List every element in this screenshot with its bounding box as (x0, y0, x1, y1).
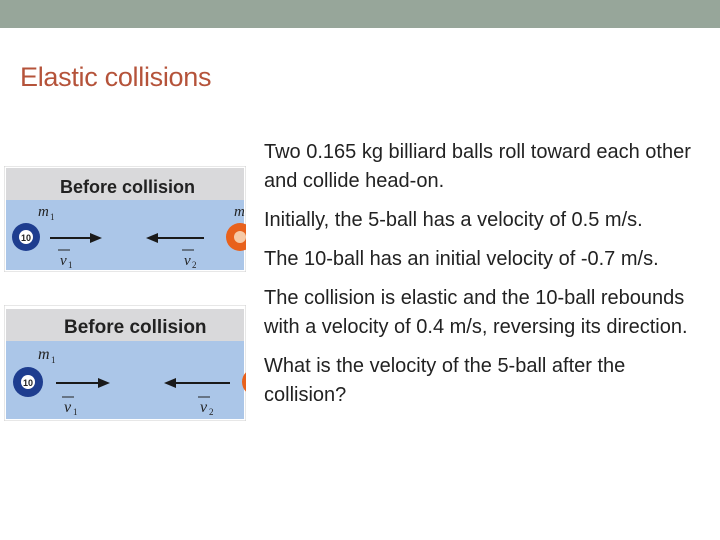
ball-10-icon (12, 223, 40, 251)
ball-1-number: 10 (20, 233, 32, 243)
slide-title: Elastic collisions (20, 62, 212, 92)
velocity-1-sub: 1 (68, 260, 73, 270)
velocity-1-sub: 1 (73, 407, 78, 417)
figure-header: Before collision (64, 317, 207, 338)
bullet-item: Two 0.165 kg billiard balls roll toward each other and collide head-on. (264, 141, 691, 192)
velocity-2-sub: 2 (209, 407, 214, 417)
velocity-1-label: v (64, 399, 72, 416)
bullet-item: The collision is elastic and the 10-ball rebounds with a velocity of 0.4 m/s, reversing its direction. (264, 287, 688, 338)
bullet-list (264, 138, 704, 420)
bullet-item: The 10-ball has an initial velocity of -0.7 m/s. (264, 248, 659, 270)
ball-10-icon (13, 367, 43, 397)
figure-before-collision-2 (4, 305, 246, 421)
mass-1-label: m (38, 204, 49, 220)
ball-1-number: 10 (22, 378, 34, 388)
mass-1-sub: 1 (50, 212, 55, 222)
velocity-1-label: v (60, 253, 67, 269)
mass-1-label: m (38, 346, 50, 363)
mass-2-label: m (234, 204, 245, 220)
velocity-2-label: v (200, 399, 208, 416)
velocity-2-label: v (184, 253, 191, 269)
figure-header: Before collision (60, 177, 196, 197)
mass-1-sub: 1 (51, 355, 56, 365)
velocity-2-sub: 2 (192, 260, 197, 270)
bullet-item: What is the velocity of the 5-ball after the collision? (264, 355, 626, 406)
figure-before-collision-1 (4, 166, 246, 272)
bullet-item: Initially, the 5-ball has a velocity of 0.5 m/s. (264, 209, 643, 231)
top-bar (0, 0, 720, 28)
